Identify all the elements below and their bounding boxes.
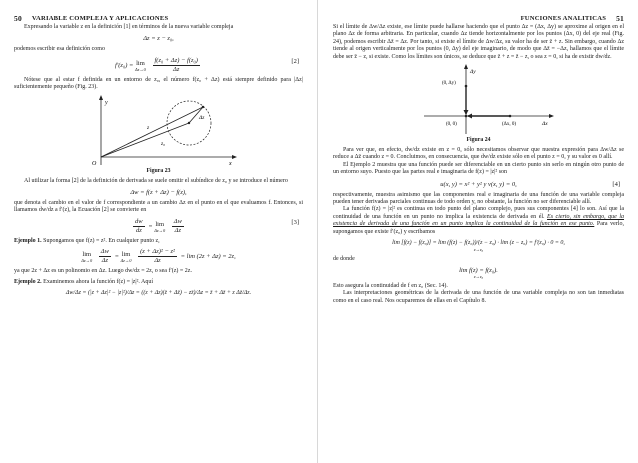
paragraph-2: Al utilizar la forma [2] de la definición de derivada se suele omitir el subíndice de z₀ y se introduce el número xyxy=(24,177,288,184)
eq3-lhs-fraction xyxy=(133,218,145,235)
example-1 xyxy=(14,238,303,245)
ex1-lim-sub-left: Δz→0 xyxy=(81,257,93,263)
paragraph-3: que denota el cambio en el valor de f correspondiente a un cambio Δz en el punto en el que evaluamos f. Entonces, si llamamos dw/dz a f′(z), la Ecuación [2] se convierte en xyxy=(14,200,303,214)
figure-24 xyxy=(404,64,554,136)
equation-delta-w: Δw = f(z + Δz) − f(z), xyxy=(130,189,187,197)
example-1-title: Ejemplo 1. xyxy=(14,237,42,244)
eq2-lhs: f′(z₀) = xyxy=(115,61,134,69)
figure-24-caption: Figura 24 xyxy=(466,137,491,144)
fig24-label-dx: Δx xyxy=(541,121,548,128)
eq2-fraction xyxy=(153,57,200,74)
fig23-label-z: z xyxy=(146,124,149,131)
intro-paragraph: Expresando la variable z en la definición [1] en términos de la nueva variable compleja xyxy=(24,24,234,30)
fig23-label-y: y xyxy=(104,99,108,106)
eq6-body: lim f(z) = f(z₀). xyxy=(459,267,498,275)
left-running-header xyxy=(14,12,303,24)
right-page-number: 51 xyxy=(616,13,624,23)
note-paragraph: Nótese que al estar f definida en un entorno de z₀, el número f(z₀ + Δz) está siempre definido para |Δz| suficientemente pequeño (Fig. 23). xyxy=(14,76,303,91)
fig23-point-z xyxy=(201,105,203,107)
right-paragraph-4: respectivamente, muestra asimismo que las componentes real e imaginaria de una función de una variable compleja pueden tener derivadas parciales continuas de todo orden y, no obstante, la función no ser diferenciable allí. xyxy=(333,191,624,206)
example-2-text: Examinemos ahora la función f(z) = |z|². Aquí xyxy=(43,278,154,285)
fig23-vector-z xyxy=(101,107,203,157)
eq4-body: u(x, y) = x² + y² y v(x, y) = 0, xyxy=(440,180,517,188)
fig24-label-0dy: (0, Δy) xyxy=(441,81,456,87)
right-paragraph-1: Si el límite de Δw/Δz existe, ese límite puede hallarse haciendo que el punto Δz = (Δx, Δy) se aproxime al origen en el plano Δz de forma arbitraria. En particular, cuando Δz tiende horizontalmente por los puntos (Δx, 0) del eje real (Fig. 24), podemos escribir Δz̄ = Δz. Por tanto, si existe el límite de Δw/Δz, su valor ha de ser z̄ + z. Sin embargo, cuando Δz tiende al origen verticalmente por los puntos (0, Δy) del eje imaginario, de modo que Δz̄ = −Δz, hallamos que el límite debe ser z̄ − z, si existe. Como los límites son únicos, se deduce que z̄ + z = z̄ − z, o sea z = 0, si ha de existir dw/dz. xyxy=(333,24,624,60)
ex1-fraction xyxy=(138,248,177,265)
eq2-lim-sub: Δz→0 xyxy=(135,66,146,72)
right-running-header xyxy=(333,12,624,24)
left-page-number: 50 xyxy=(14,13,22,23)
right-running-head: FUNCIONES ANALITICAS xyxy=(520,14,607,22)
equation-6 xyxy=(333,266,624,280)
right-paragraph-3: El Ejemplo 2 muestra que una función puede ser diferenciable en un cierto punto sin serlo en ningún otro punto de un entorno suyo. Puesto que las partes real e imaginaria de f(z) = |z|² son xyxy=(333,161,624,176)
eq2-limit xyxy=(135,59,146,73)
right-paragraph-5 xyxy=(333,206,624,236)
fig23-label-x: x xyxy=(228,160,232,167)
ex1-lhs-num: Δw xyxy=(100,248,109,256)
fig23-label-z0: z₀ xyxy=(160,140,165,147)
right-paragraph-6: Esto asegura la continuidad de f en z₀ (Sec. 14). xyxy=(333,282,448,289)
example-1-equation xyxy=(14,248,303,265)
para5-theorem: Es cierto, sin embargo, que la existencia de derivada de una función en un punto implica la continuidad de la función en ese punto. xyxy=(333,213,625,228)
eq3-num: Δw xyxy=(173,217,182,225)
ex1-eq-sign: = xyxy=(114,253,119,261)
right-paragraph-7: Las interpretaciones geométricas de la derivada de una función de una variable compleja no son tan inmediatas como en el caso real. Nos ocuparemos de ellas en el Capítulo 8. xyxy=(333,290,624,304)
eq3-den: Δz xyxy=(174,226,182,234)
eq4-tag: [4] xyxy=(612,180,620,188)
left-running-head: VARIABLE COMPLEJA Y APLICACIONES xyxy=(31,14,169,22)
eq3-lim-word: lim xyxy=(155,220,165,228)
eq2-lim-word: lim xyxy=(136,59,145,67)
eq3-tag: [3] xyxy=(291,218,299,226)
de-donde: de donde xyxy=(333,255,355,262)
eq3-lhs-den: dz xyxy=(135,226,142,234)
example-2-title: Ejemplo 2. xyxy=(14,278,42,285)
eq2-numerator: f(z₀ + Δz) − f(z₀) xyxy=(154,56,198,64)
fig23-x-arrow xyxy=(232,155,237,159)
para5-start: La función f(z) = |z|² es continua en todo punto del plano complejo, pues sus componentes [4] lo son. Así que la continuidad de una función en un punto no implica la existencia de derivada en él. xyxy=(333,206,624,220)
fig24-origin xyxy=(464,115,467,118)
fig24-label-dx0: (Δx, 0) xyxy=(501,122,516,128)
example-2 xyxy=(14,279,303,286)
fig23-point-z0 xyxy=(187,121,189,123)
equation-4 xyxy=(333,180,624,189)
eq3-lim-sub: Δz→0 xyxy=(154,227,166,233)
ex1-limit-mid: lim Δz→0 xyxy=(120,250,132,263)
left-page xyxy=(0,0,318,463)
fig24-right-arrow xyxy=(549,114,554,118)
fig23-y-arrow xyxy=(99,95,103,100)
ex1-lhs-den: Δz xyxy=(101,257,109,265)
ex1-lim-sub-mid: Δz→0 xyxy=(120,257,132,263)
mid-text: podemos escribir esa definición como xyxy=(14,46,105,53)
ex1-lhs-fraction xyxy=(99,248,111,265)
fig24-label-dy: Δy xyxy=(469,69,476,76)
fig24-up-arrow xyxy=(464,64,468,69)
fig24-point-dx0 xyxy=(508,115,511,118)
eq6-sub: z→z₀ xyxy=(473,274,484,280)
ex1-limit-left: lim Δz→0 xyxy=(81,250,93,263)
para5-end: Para verlo, supongamos que existe f′(z₀) y escribamos xyxy=(333,221,624,235)
right-page xyxy=(319,0,638,463)
figure-23-caption: Figura 23 xyxy=(146,167,171,174)
figure-23 xyxy=(79,95,239,167)
ex1-den: Δz xyxy=(154,257,161,265)
equation-5 xyxy=(333,239,624,253)
example-1-after: ya que 2z + Δz es un polinomio en Δz. Luego dw/dz = 2z, o sea f′(z) = 2z. xyxy=(14,268,192,275)
equation-3 xyxy=(14,218,303,235)
eq3-lhs-num: dw xyxy=(135,217,143,225)
right-paragraph-2: Para ver que, en efecto, dw/dz existe en z = 0, sólo necesitamos observar que nuestra expresión para Δw/Δz se reduce a Δz̄ cuando z = 0. Concluimos, en consecuencia, que dw/dz existe sólo en el punto z = 0, y su valor es 0 allí. xyxy=(333,147,624,161)
ex1-num: (z + Δz)² − z² xyxy=(140,248,175,256)
fig24-point-0dy xyxy=(464,85,467,88)
example-1-text: Supongamos que f(z) = z². En cualquier punto z, xyxy=(43,237,160,244)
fig24-vertical-approach-arrow xyxy=(463,110,468,115)
equation-2 xyxy=(14,57,303,74)
fig23-label-o: O xyxy=(91,160,96,167)
eq2-denominator: Δz xyxy=(173,65,180,73)
fig24-horizontal-approach-arrow xyxy=(467,114,472,119)
eq5-body: lim [f(z) − f(z₀)] = lim (f(z) − f(z₀))/(z − z₀) · lim (z − z₀) = f′(z₀) · 0 = 0, xyxy=(392,240,565,247)
ex1-rest: = lim (2z + Δz) = 2z, xyxy=(180,253,236,261)
example-2-equation: Δw/Δz = (|z + Δz|² − |z|²)/Δz = ((z + Δz)(z̄ + Δz̄) − zz̄)/Δz = z̄ + Δz̄ + z Δz̄/Δz. xyxy=(65,290,252,297)
eq3-equals: = xyxy=(148,222,153,230)
eq2-tag: [2] xyxy=(291,57,299,65)
fig23-vector-z0 xyxy=(101,123,189,157)
eq5-sub: z→z₀ xyxy=(473,247,484,253)
equation-delta-z: Δz = z − z₀, xyxy=(143,35,174,43)
eq3-limit xyxy=(154,220,165,234)
fig23-label-dz: Δz xyxy=(198,114,204,121)
eq3-fraction xyxy=(172,218,184,235)
fig24-label-00: (0, 0) xyxy=(445,122,457,128)
